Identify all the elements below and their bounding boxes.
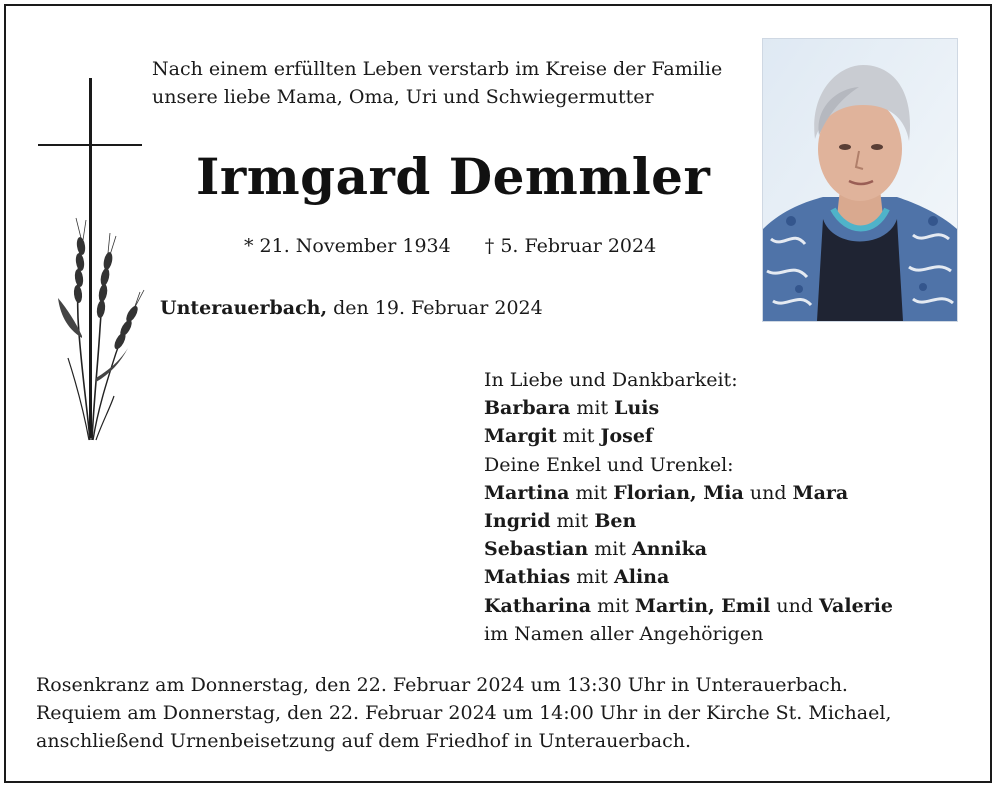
mourner-name: Luis — [614, 397, 660, 420]
mourner-rows — [484, 394, 893, 648]
mourner-connector: Deine Enkel und Urenkel: — [484, 453, 734, 476]
mourner-name: Mara — [792, 481, 849, 504]
mourner-name: Annika — [632, 538, 708, 561]
intro-text — [152, 55, 722, 111]
burial-info: anschließend Urnenbeisetzung auf dem Friedhof in Unterauerbach. — [36, 730, 692, 752]
mourner-row — [484, 620, 893, 648]
mourner-row — [484, 535, 893, 563]
mourner-row — [484, 394, 893, 422]
notice-date: den 19. Februar 2024 — [333, 297, 543, 319]
mourner-name: Margit — [484, 425, 557, 448]
intro-line: Nach einem erfüllten Leben verstarb im Kreise der Familie — [152, 58, 723, 80]
mourner-row — [484, 507, 893, 535]
intro-line: unsere liebe Mama, Oma, Uri und Schwiegermutter — [152, 86, 654, 108]
mourner-name: Alina — [613, 566, 670, 589]
mourners-heading: In Liebe und Dankbarkeit: — [484, 369, 738, 391]
mourner-name: Florian, Mia — [613, 481, 744, 504]
portrait-photo — [762, 38, 958, 322]
mourner-name: Ingrid — [484, 510, 551, 533]
mourner-connector: mit — [550, 510, 595, 533]
mourner-connector: und — [743, 481, 793, 504]
mourner-connector: mit — [588, 538, 633, 561]
mourner-name: Martina — [484, 481, 570, 504]
deceased-name: Irmgard Demmler — [196, 147, 711, 206]
mourner-row — [484, 592, 893, 620]
requiem-info: Requiem am Donnerstag, den 22. Februar 2024 um 14:00 Uhr in der Kirche St. Michael, — [36, 702, 892, 724]
mourner-name: Josef — [600, 425, 654, 448]
mourner-row — [484, 563, 893, 591]
funeral-services — [36, 671, 891, 755]
death-date: † 5. Februar 2024 — [484, 235, 657, 257]
mourner-connector: mit — [569, 481, 614, 504]
place-and-date — [160, 297, 543, 319]
mourner-connector: und — [770, 594, 820, 617]
mourner-name: Katharina — [484, 594, 592, 617]
mourner-name: Ben — [594, 510, 637, 533]
mourner-connector: mit — [570, 397, 615, 420]
mourner-row — [484, 479, 893, 507]
mourner-name: Martin, Emil — [634, 594, 771, 617]
mourner-connector: mit — [556, 425, 601, 448]
mourner-row — [484, 422, 893, 450]
mourner-name: Barbara — [484, 397, 571, 420]
cross-with-wheat-icon — [36, 78, 146, 450]
mourner-row — [484, 451, 893, 479]
mourner-connector: mit — [591, 594, 635, 617]
mourner-connector: mit — [570, 566, 614, 589]
mourner-name: Sebastian — [484, 538, 589, 561]
place-name: Unterauerbach, — [160, 297, 328, 319]
rosary-info: Rosenkranz am Donnerstag, den 22. Februar 2024 um 13:30 Uhr in Unterauerbach. — [36, 674, 848, 696]
mourner-name: Valerie — [819, 594, 893, 617]
mourner-connector: im Namen aller Angehörigen — [484, 622, 764, 645]
birth-date: * 21. November 1934 — [244, 235, 451, 257]
mourner-name: Mathias — [484, 566, 571, 589]
life-dates — [244, 235, 656, 257]
mourners-list — [484, 366, 893, 648]
